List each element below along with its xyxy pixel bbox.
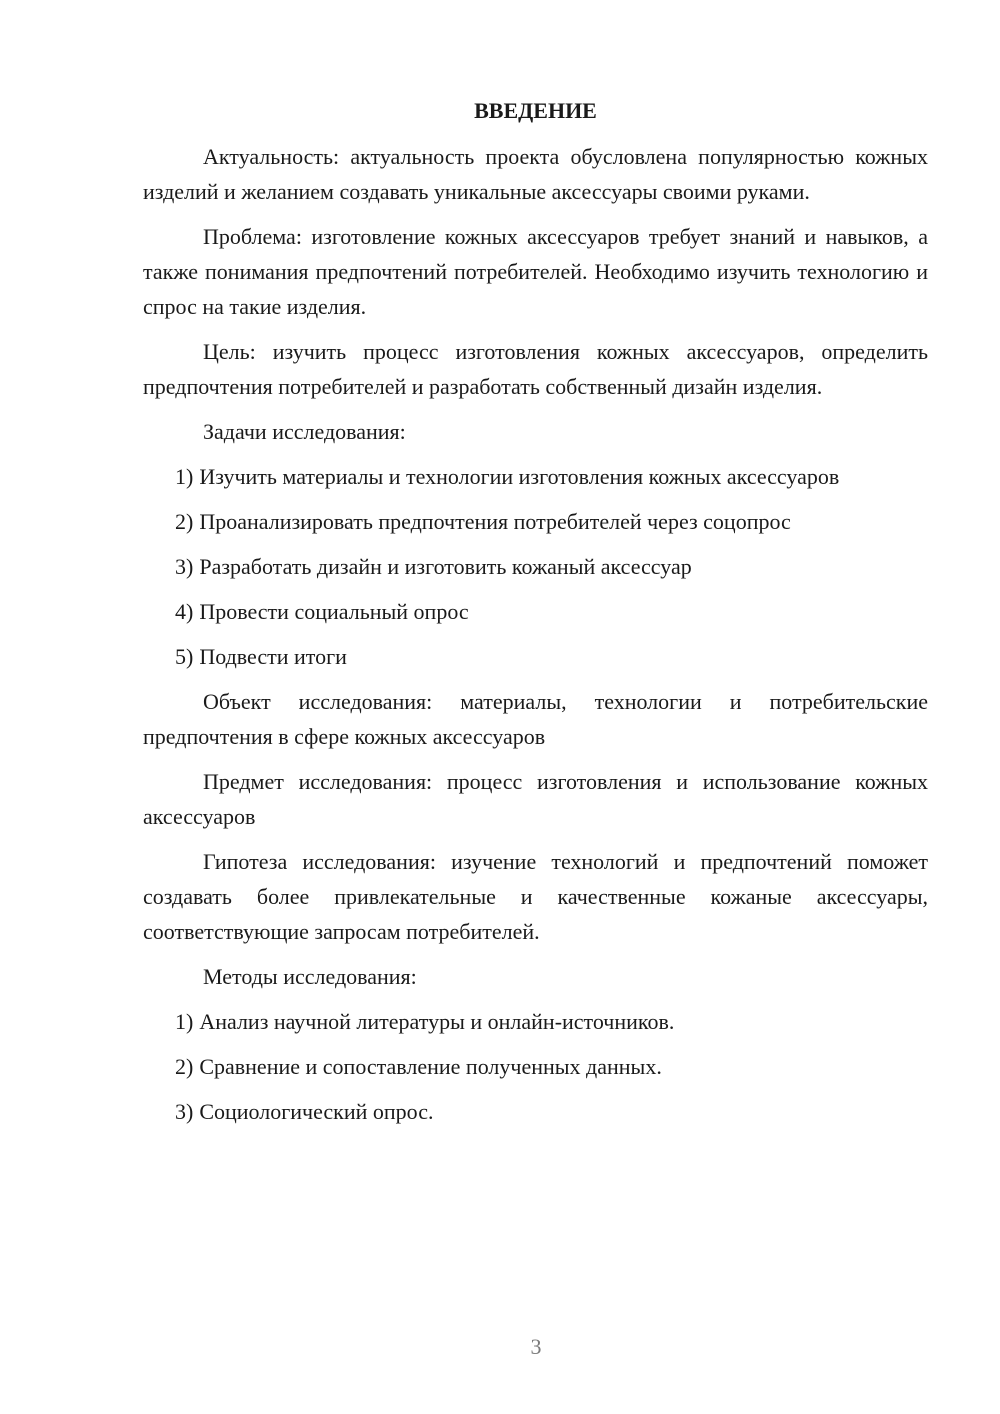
methods-list <box>143 1004 928 1129</box>
list-item-number: 4) <box>175 599 194 624</box>
list-item-text: Сравнение и сопоставление полученных данных. <box>199 1054 662 1079</box>
list-item-number: 3) <box>175 1099 194 1124</box>
subject-paragraph: Предмет исследования: процесс изготовления и использование кожных аксессуаров <box>143 769 928 829</box>
list-item-number: 2) <box>175 1054 194 1079</box>
list-item-number: 2) <box>175 509 194 534</box>
list-item-text: Социологический опрос. <box>199 1099 434 1124</box>
list-item-text: Изучить материалы и технологии изготовления кожных аксессуаров <box>199 464 840 489</box>
page-content <box>143 96 928 1139</box>
list-item-text: Проанализировать предпочтения потребителей через соцопрос <box>199 509 791 534</box>
list-item <box>143 594 928 629</box>
tasks-list <box>143 459 928 674</box>
list-item <box>143 504 928 539</box>
methods-heading: Методы исследования: <box>203 964 417 989</box>
list-item-text: Подвести итоги <box>199 644 347 669</box>
list-item-text: Анализ научной литературы и онлайн-источников. <box>199 1009 675 1034</box>
relevance-paragraph: Актуальность: актуальность проекта обусловлена популярностью кожных изделий и желанием создавать уникальные аксессуары своими руками. <box>143 144 928 204</box>
page-title: ВВЕДЕНИЕ <box>474 98 597 123</box>
list-item <box>143 1049 928 1084</box>
list-item <box>143 549 928 584</box>
page-number: 3 <box>530 1334 542 1359</box>
list-item-number: 5) <box>175 644 194 669</box>
list-item <box>143 1094 928 1129</box>
list-item <box>143 1004 928 1039</box>
list-item-number: 1) <box>175 464 194 489</box>
tasks-heading: Задачи исследования: <box>203 419 406 444</box>
list-item <box>143 639 928 674</box>
list-item-number: 3) <box>175 554 194 579</box>
list-item <box>143 459 928 494</box>
problem-paragraph: Проблема: изготовление кожных аксессуаров требует знаний и навыков, а также понимания предпочтений потребителей. Необходимо изучить технологию и спрос на такие изделия. <box>143 224 928 319</box>
hypothesis-paragraph: Гипотеза исследования: изучение технологий и предпочтений поможет создавать более привлекательные и качественные кожаные аксессуары, соответствующие запросам потребителей. <box>143 849 928 944</box>
object-paragraph: Объект исследования: материалы, технологии и потребительские предпочтения в сфере кожных аксессуаров <box>143 689 928 749</box>
goal-paragraph: Цель: изучить процесс изготовления кожных аксессуаров, определить предпочтения потребителей и разработать собственный дизайн изделия. <box>143 339 928 399</box>
list-item-number: 1) <box>175 1009 194 1034</box>
list-item-text: Провести социальный опрос <box>199 599 469 624</box>
list-item-text: Разработать дизайн и изготовить кожаный аксессуар <box>199 554 692 579</box>
